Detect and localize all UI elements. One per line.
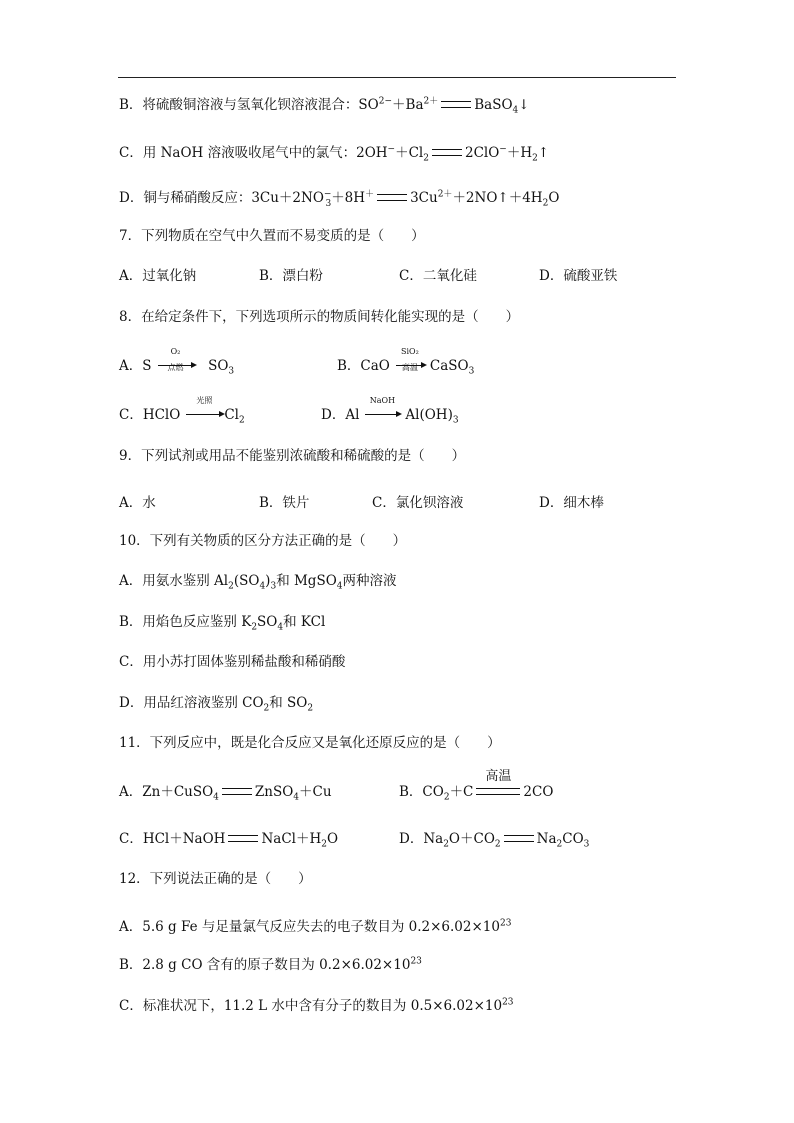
q11-option-b: B．$CO_2+C$ 高温 2CO [399, 769, 554, 803]
q10-option-a: A．用氨水鉴别 $Al_2(SO_4)_3$和 MgSO$_4$两种溶液 [119, 573, 397, 592]
q6-option-c: C．用 NaOH 溶液吸收尾气中的氯气：$2OH^-+Cl_2$ $2ClO^-+H_2↑$ [119, 144, 550, 164]
equals-sign [222, 788, 252, 795]
q9-option-c: C．氯化钡溶液 [372, 495, 464, 511]
q9-stem: 9．下列试剂或用品不能鉴别浓硫酸和稀硫酸的是（ ） [119, 448, 466, 464]
q10-option-c: C．用小苏打固体鉴别稀盐酸和稀硝酸 [119, 654, 346, 670]
equals-sign [432, 149, 462, 156]
condition-equals-sign: 高温 [476, 783, 520, 801]
q8-option-d: D．Al NaOH $Al(OH)_3$ [321, 396, 459, 426]
q9-option-a: A．水 [119, 495, 156, 511]
q7-option-a: A．过氧化钠 [119, 268, 197, 284]
q7-option-c: C．二氧化硅 [399, 268, 477, 284]
q10-option-b: B．用焰色反应鉴别 $K_2SO_4$和 KCl [119, 614, 326, 633]
q12-stem: 12．下列说法正确的是（ ） [119, 871, 312, 887]
q12-option-c: C．标准状况下，11.2 L 水中含有分子的数目为 $0.5\times 6.02\times 10^{23}$ [119, 997, 514, 1014]
equals-sign [228, 835, 258, 842]
q10-stem: 10．下列有关物质的区分方法正确的是（ ） [119, 533, 407, 549]
q10-option-d: D．用品红溶液鉴别 $CO_2$和 $SO_2$ [119, 695, 314, 714]
q12-option-b: B．2.8 g CO 含有的原子数目为 $0.2\times 6.02\times 10^{23}$ [119, 956, 422, 973]
q7-stem: 7．下列物质在空气中久置而不易变质的是（ ） [119, 228, 425, 244]
q11-option-a: A．Zn＋CuSO$_4$ ZnSO$_4$＋Cu [119, 784, 332, 803]
equals-sign [504, 835, 534, 842]
header-rule [118, 77, 676, 78]
q8-option-b: B．CaO SiO₂ 高温 CaSO$_3$ [337, 347, 475, 377]
q7-option-b: B．漂白粉 [259, 268, 323, 284]
q7-option-d: D．硫酸亚铁 [539, 268, 618, 284]
q8-option-c: C．HClO 光照 $Cl_2$ [119, 396, 245, 426]
equals-sign [377, 194, 407, 201]
reaction-arrow: 光照 [186, 406, 222, 424]
q6-option-b: B．将硫酸铜溶液与氢氧化钡溶液混合：$SO^{2-}+Ba^{2+}$ BaSO$_4$↓ [119, 96, 530, 116]
q9-option-d: D．细木棒 [539, 495, 604, 511]
reaction-arrow: O₂ 点燃 [158, 357, 194, 375]
q11-stem: 11．下列反应中，既是化合反应又是氧化还原反应的是（ ） [119, 735, 501, 751]
q8-option-a: A．S O₂ 点燃 $SO_3$ [119, 347, 235, 377]
q9-option-b: B．铁片 [259, 495, 310, 511]
q11-option-d: D．$Na_2O+CO_2$ $Na_2CO_3$ [399, 831, 590, 850]
equals-sign [441, 101, 471, 108]
q12-option-a: A．5.6 g Fe 与足量氯气反应失去的电子数目为 $0.2\times 6.02\times 10^{23}$ [119, 918, 512, 935]
reaction-arrow: SiO₂ 高温 [396, 357, 424, 375]
q6-option-d: D．铜与稀硝酸反应：$3Cu+2NO^-_3+8H^+$ $3Cu^{2+}+2NO↑+4H_2O$ [119, 189, 560, 209]
reaction-arrow: NaOH [365, 406, 399, 424]
q8-stem: 8．在给定条件下，下列选项所示的物质间转化能实现的是（ ） [119, 309, 520, 325]
q11-option-c: C．HCl＋NaOH $NaCl+H_2O$ [119, 831, 339, 850]
